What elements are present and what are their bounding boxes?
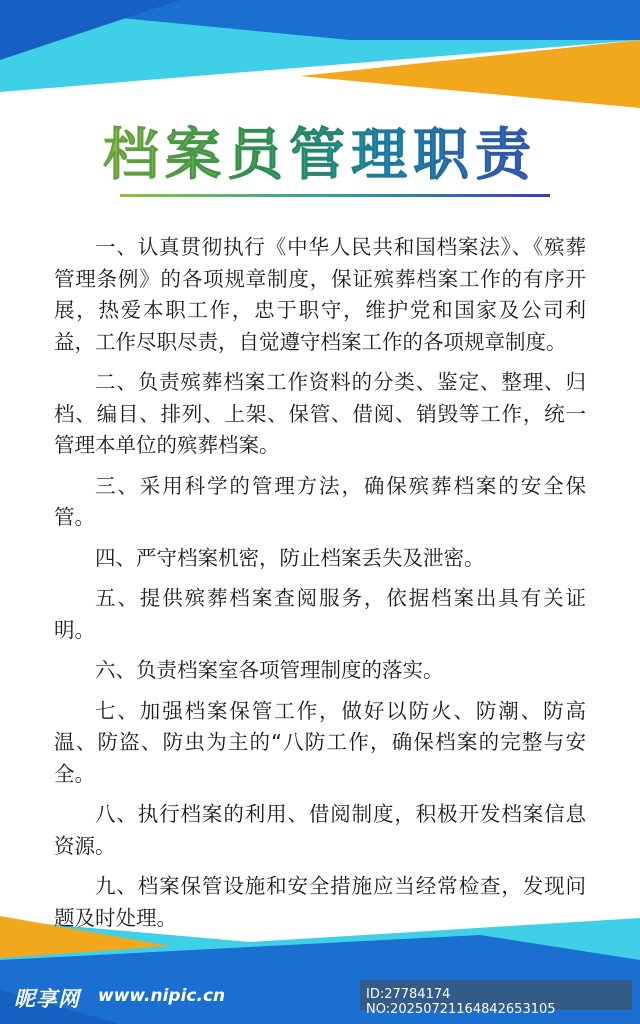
duty-item: 一、认真贯彻执行《中华人民共和国档案法》、《殡葬管理条例》的各项规章制度，保证殡葬档案工作的有序开展，热爱本职工作，忠于职守，维护党和国家及公司利益，工作尽职尽责，自觉遵守档案工作的各项规章制度。 <box>54 235 586 354</box>
duty-item: 三、采用科学的管理方法，确保殡葬档案的安全保管。 <box>54 473 586 529</box>
duty-item: 五、提供殡葬档案查阅服务，依据档案出具有关证明。 <box>54 586 586 642</box>
title-underline <box>120 194 550 197</box>
duty-item: 八、执行档案的利用、借阅制度，积极开发档案信息资源。 <box>54 802 586 858</box>
duty-item: 九、档案保管设施和安全措施应当经常检查，发现问题及时处理。 <box>54 874 586 930</box>
page-title: 档案员管理职责 <box>103 118 537 194</box>
watermark-url: www.nipic.cn <box>98 986 226 1006</box>
duty-item: 二、负责殡葬档案工作资料的分类、鉴定、整理、归档、编目、排列、上架、保管、借阅、销毁等工作，统一管理本单位的殡葬档案。 <box>54 370 586 457</box>
duty-item: 七、加强档案保管工作，做好以防火、防潮、防高温、防盗、防虫为主的“八防工作，确保档案的完整与安全。 <box>54 698 586 786</box>
duty-item: 四、严守档案机密，防止档案丢失及泄密。 <box>95 545 485 570</box>
duties-list <box>54 232 586 943</box>
watermark-logo: 昵享网 <box>14 987 80 1011</box>
watermark-id-text: ID:27784174 NO:20250721164842653105 <box>366 987 556 1017</box>
title-container <box>0 118 640 194</box>
duty-item: 六、负责档案室各项管理制度的落实。 <box>95 658 444 682</box>
